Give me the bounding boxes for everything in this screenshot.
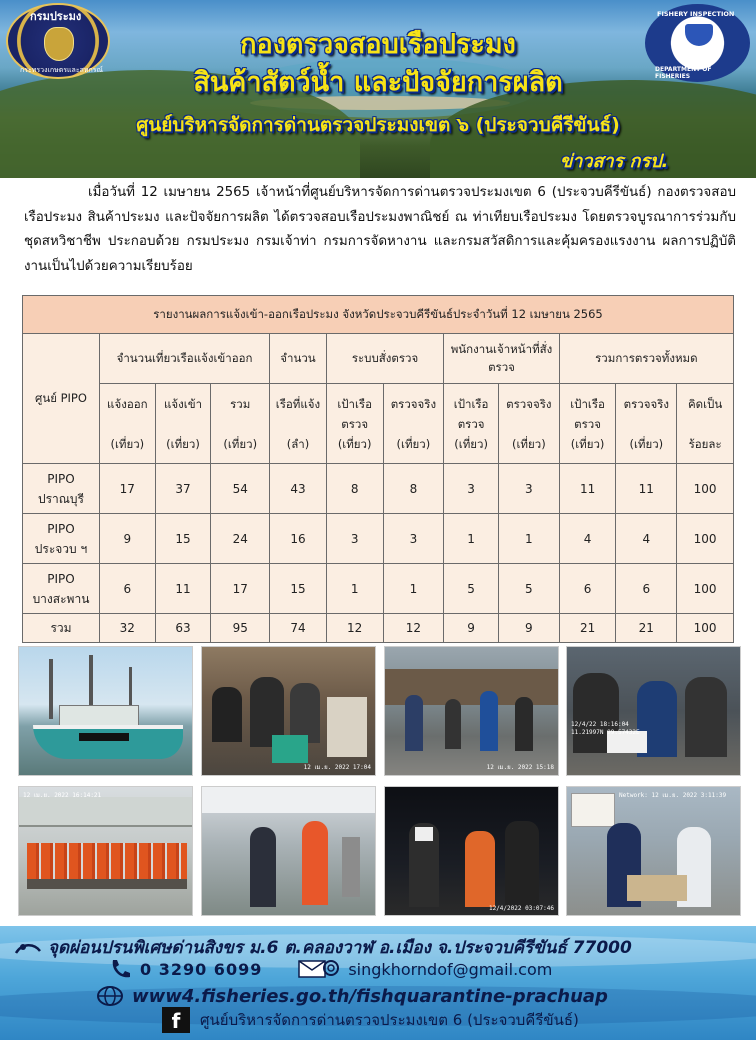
subheader-boats: เรือที่แจ้ง (ลำ): [270, 384, 327, 464]
cell-in: 15: [155, 514, 211, 564]
footer-website[interactable]: www4.fisheries.go.th/fishquarantine-prachuap: [132, 985, 608, 1007]
header-trips: จำนวนเที่ยวเรือแจ้งเข้าออก: [99, 334, 269, 384]
cell-sum: 24: [211, 514, 270, 564]
cell-boats: 15: [270, 564, 327, 614]
subheader-system-actual: ตรวจจริง (เที่ยว): [383, 384, 444, 464]
news-label: ข่าวสาร กรป.: [560, 151, 669, 172]
cell-boats: 43: [270, 464, 327, 514]
header-system-inspect: ระบบสั่งตรวจ: [326, 334, 443, 384]
total-officer-actual: 9: [498, 614, 559, 643]
subheader-percent: คิดเป็น ร้อยละ: [677, 384, 734, 464]
email-icon: [298, 958, 340, 980]
logo-left-bottom-text: กระทรวงเกษตรและสหกรณ์: [20, 66, 103, 74]
cell-officer-target: 5: [444, 564, 499, 614]
photo-crew-lineup: [18, 786, 193, 916]
cell-system-actual: 8: [383, 464, 444, 514]
footer-address-row: [14, 934, 632, 961]
subheader-system-target: เป้าเรือ ตรวจ (เที่ยว): [326, 384, 383, 464]
cell-officer-target: 1: [444, 514, 499, 564]
photo-timestamp: 12/4/2022 03:07:46: [488, 905, 554, 912]
cell-system-target: 3: [326, 514, 383, 564]
photo-timestamp: 12 เม.ย. 2022 16:14:21: [23, 792, 102, 799]
header-title-line-1: กองตรวจสอบเรือประมง: [240, 29, 516, 60]
footer-phone[interactable]: 0 3290 6099: [140, 959, 263, 979]
cell-percent: 100: [677, 564, 734, 614]
row-center-name: PIPO บางสะพาน: [23, 564, 100, 614]
total-total-actual: 21: [616, 614, 677, 643]
cell-out: 9: [99, 514, 155, 564]
table-row: [23, 564, 734, 614]
facebook-icon[interactable]: f: [162, 1007, 190, 1033]
total-label: รวม: [23, 614, 100, 643]
cell-total-target: 6: [559, 564, 616, 614]
photo-fishing-boat: [18, 646, 193, 776]
news-paragraph: เมื่อวันที่ 12 เมษายน 2565 เจ้าหน้าที่ศูนย์บริหารจัดการด่านตรวจประมงเขต 6 (ประจวบคีรีขันธ์) กองตรวจสอบเรือประมง สินค้าประมง และปัจจัยการผลิต ได้ตรวจสอบเรือประมงพาณิชย์ ณ ท่าเทียบเรือประมง โดยตรวจบูรณาการร่วมกับชุดสหวิชาชีพ ประกอบด้วย กรมประมง กรมเจ้าท่า กรมการจัดหางาน และกรมสวัสดิการและคุ้มครองแรงงาน ผลการปฏิบัติงานเป็นไปด้วยความเรียบร้อย: [24, 185, 736, 274]
footer-facebook-row: [162, 1007, 579, 1033]
photo-night-inspection: [384, 786, 559, 916]
subheader-officer-target: เป้าเรือ ตรวจ (เที่ยว): [444, 384, 499, 464]
total-system-actual: 12: [383, 614, 444, 643]
subheader-total-actual: ตรวจจริง (เที่ยว): [616, 384, 677, 464]
row-center-name: PIPO ประจวบ ฯ: [23, 514, 100, 564]
header-title-line-2: สินค้าสัตว์น้ำ และปัจจัยการผลิต: [193, 67, 563, 98]
table-caption: รายงานผลการแจ้งเข้า-ออกเรือประมง จังหวัดประจวบคีรีขันธ์ประจำวันที่ 12 เมษายน 2565: [23, 296, 734, 334]
table-row: [23, 514, 734, 564]
cell-in: 11: [155, 564, 211, 614]
phone-icon: [108, 958, 132, 980]
photo-officers-pier: [384, 646, 559, 776]
subheader-in: แจ้งเข้า (เที่ยว): [155, 384, 211, 464]
cell-percent: 100: [677, 464, 734, 514]
header-officer-inspect: พนักงานเจ้าหน้าที่สั่งตรวจ: [444, 334, 559, 384]
logo-right-bottom-text: DEPARTMENT OF FISHERIES: [655, 66, 712, 80]
photo-coordinates: 11.21997N 99.57432E: [571, 729, 640, 736]
total-percent: 100: [677, 614, 734, 643]
total-boats: 74: [270, 614, 327, 643]
total-total-target: 21: [559, 614, 616, 643]
photo-timestamp: Network: 12 เม.ย. 2022 3:11:39: [619, 792, 727, 799]
globe-icon: [96, 985, 124, 1007]
header-title-line-3: ศูนย์บริหารจัดการด่านตรวจประมงเขต ๖ (ประจวบคีรีขันธ์): [136, 114, 620, 136]
cell-officer-actual: 5: [498, 564, 559, 614]
total-in: 63: [155, 614, 211, 643]
header-center: ศูนย์ PIPO: [23, 334, 100, 464]
table-total-row: [23, 614, 734, 643]
cell-out: 6: [99, 564, 155, 614]
cell-system-target: 8: [326, 464, 383, 514]
report-table: [22, 295, 734, 643]
cell-system-actual: 3: [383, 514, 444, 564]
footer-address: จุดผ่อนปรนพิเศษด่านสิงขร ม.6 ต.คลองวาฬ อ.เมือง จ.ประจวบคีรีขันธ์ 77000: [48, 938, 632, 958]
cell-in: 37: [155, 464, 211, 514]
cell-total-actual: 11: [616, 464, 677, 514]
photo-document-check: [566, 646, 741, 776]
cell-officer-actual: 3: [498, 464, 559, 514]
header-total-inspect: รวมการตรวจทั้งหมด: [559, 334, 733, 384]
photo-inspection-dock: [201, 646, 376, 776]
logo-right-top-text: FISHERY INSPECTION: [657, 10, 735, 18]
cell-boats: 16: [270, 514, 327, 564]
cell-system-actual: 1: [383, 564, 444, 614]
cell-sum: 17: [211, 564, 270, 614]
logo-left-top-text: กรมประมง: [30, 10, 82, 23]
cell-total-target: 4: [559, 514, 616, 564]
cell-officer-target: 3: [444, 464, 499, 514]
photo-map-officers: [566, 786, 741, 916]
cell-system-target: 1: [326, 564, 383, 614]
cell-sum: 54: [211, 464, 270, 514]
location-icon: [14, 939, 42, 957]
footer-website-row: [96, 985, 608, 1007]
footer-contact-row: [108, 958, 552, 980]
total-system-target: 12: [326, 614, 383, 643]
photo-timestamp: 12 เม.ย. 2022 17:04: [303, 764, 371, 771]
header-count: จำนวน: [270, 334, 327, 384]
cell-officer-actual: 1: [498, 514, 559, 564]
footer-facebook[interactable]: ศูนย์บริหารจัดการด่านตรวจประมงเขต 6 (ประจวบคีรีขันธ์): [200, 1011, 579, 1029]
cell-out: 17: [99, 464, 155, 514]
total-officer-target: 9: [444, 614, 499, 643]
subheader-sum: รวม (เที่ยว): [211, 384, 270, 464]
cell-total-actual: 4: [616, 514, 677, 564]
subheader-officer-actual: ตรวจจริง (เที่ยว): [498, 384, 559, 464]
footer-email[interactable]: singkhorndof@gmail.com: [348, 959, 553, 979]
subheader-total-target: เป้าเรือ ตรวจ (เที่ยว): [559, 384, 616, 464]
cell-total-target: 11: [559, 464, 616, 514]
total-out: 32: [99, 614, 155, 643]
subheader-out: แจ้งออก (เที่ยว): [99, 384, 155, 464]
row-center-name: PIPO ปราณบุรี: [23, 464, 100, 514]
photo-timestamp: 12/4/22 18:16:04: [571, 721, 629, 728]
photo-timestamp: 12 เม.ย. 2022 15:18: [486, 764, 554, 771]
photo-officer-interview: [201, 786, 376, 916]
table-row: [23, 464, 734, 514]
cell-total-actual: 6: [616, 564, 677, 614]
total-sum: 95: [211, 614, 270, 643]
cell-percent: 100: [677, 514, 734, 564]
